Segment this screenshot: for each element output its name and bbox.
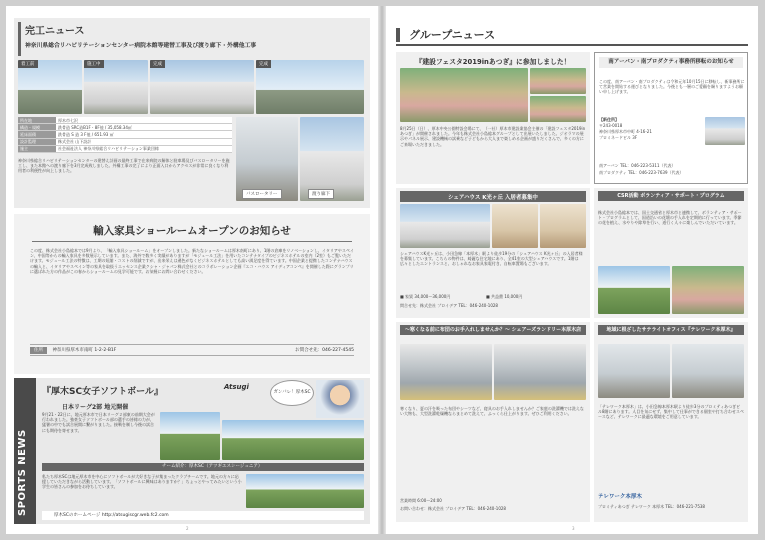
photo-during: 施工中 xyxy=(84,60,148,114)
completion-news-title: 完工ニュース xyxy=(25,26,85,37)
sports-side-bar xyxy=(14,378,36,524)
showroom-address-bar xyxy=(30,344,354,356)
sharehouse-title: シェアハウス K光ヶ丘 入居者募集中 xyxy=(400,191,586,202)
photo-fair-3 xyxy=(530,96,586,122)
telework-logo: テレワーク本厚木 xyxy=(598,494,642,500)
laundry-title: 〜寒くなる前に布団のお手入れしませんか？〜 シェアーズランドリー本厚木店 xyxy=(400,325,586,335)
table-row: 設計監理 株式会社 山下設計 xyxy=(18,138,232,145)
csr-body: 株式会社小島総本では、国土交通省と厚木市と連携して、ボランティア・サポート・プログラムとして、国道沿いの花壇の手入れを定期的に行っています。季節の花を植え、水やりや除草を行い、道行く人々に楽しんでいただいています。 xyxy=(598,210,742,226)
sports-side-label: SPORTS NEWS xyxy=(17,429,28,516)
table-row: 所在地 厚木市七沢 xyxy=(18,117,232,124)
telework-section xyxy=(594,322,748,522)
fair-title: 『建設フェスタ2019inあつぎ』に参加しました！ xyxy=(415,58,571,66)
center-fold xyxy=(378,6,386,534)
photo-fair-1 xyxy=(400,68,528,122)
office-move-notice xyxy=(594,52,748,184)
group-news-title: グループニュース xyxy=(409,28,496,42)
photo-csr-1 xyxy=(598,266,670,314)
table-row: 施主 社会福祉法人 神奈川県総合リハビリテーション事業団様 xyxy=(18,145,232,152)
header-accent xyxy=(396,28,400,42)
fair-body: 8月25日（日）、厚木中央公園特設会場にて、（一社）厚木市建設業協会主催の「建設フェスタ2019inあつぎ」が開催されました。今年も株式会社小島総本グループとして出展いたしました。ジオラマの展示やパネル展示、建設機械の試乗など子どもから大人まで楽しめる企画が盛りだくさんで、多くの方にご来場いただきました。 xyxy=(400,126,586,147)
mascot-speech-bubble: ガンバレ！厚木SC xyxy=(270,380,314,406)
office-move-heading: 南アーバン・南プロダクティ事務所移転のお知らせ xyxy=(599,57,743,68)
atsugi-logo: Atsugi xyxy=(224,383,249,391)
csr-title: CSR活動 ボランティア・サポート・プログラム xyxy=(598,191,744,201)
address-label: 住所 xyxy=(30,347,47,354)
tel-productive: 南プロダクティ TEL：046-223-7639（代表） xyxy=(599,170,684,175)
photo-before: 着工前 xyxy=(18,60,82,114)
sharehouse-rent: ■ 家賃 34,000〜36,000円 xyxy=(400,294,451,299)
sharehouse-body: シェアハウスK光ヶ丘は、小田急線「本厚木」駅より徒歩19分の「シェアハウス K光ヶ丘」の入居者様を募集しています。こちらの物件は、綺麗な住宅地にあり、全41室の大型シェアハウスです。1階は広々としたエントランスと、おしゃれなお家具家電付き、自転車置場もございます。 xyxy=(400,251,583,267)
photo-after-1: 完成 xyxy=(150,60,254,114)
photo-sharehouse-room1 xyxy=(492,204,538,248)
photo-fair-2 xyxy=(530,68,586,94)
csr-section xyxy=(594,188,748,318)
sports-title: 『厚木SC女子ソフトボール』 xyxy=(42,387,163,397)
result-text: 9月21・22日に、地元厚木市で日本リーグ２部東の前期大会が行われました。強豪女子ソフトボール部の選手の皆様の力が、猛暑の中でも試合展開に繋がりました。接戦を制し今後の試合にも期待を寄せます。 xyxy=(42,412,155,433)
tel-urban: 南アーバン TEL：046-223-5311（代表） xyxy=(599,163,676,168)
telework-title: 地域に根ざしたサテライトオフィス『テレワーク本厚木』 xyxy=(598,325,744,335)
photo-telework-1 xyxy=(598,344,670,398)
showroom-title: 輸入家具ショールームオープンのお知らせ xyxy=(93,225,291,237)
result-title: 日本リーグ2部 地元開催 xyxy=(62,404,129,411)
page-number-right: 3 xyxy=(572,526,575,531)
table-row: 構造・規模 鉄骨造 SRC造B1F・8F他 / 35,058.34㎡ xyxy=(18,124,232,131)
showroom-tel: お問合せ先：046-227-4545 xyxy=(295,348,354,353)
photo-corridor: 渡り廊下 xyxy=(300,117,364,201)
new-building: プロミネードビル 3F xyxy=(599,135,638,140)
table-row: 延床面積 鉄骨造 S 造 3 F他 / 651.93 ㎡ xyxy=(18,131,232,138)
photo-csr-2 xyxy=(672,266,744,314)
project-info-table xyxy=(18,117,232,153)
laundry-section xyxy=(396,322,590,522)
showroom-body: この度、株式会社小島総本では9月より、「輸入家具ショールーム」をオープンしました。新たなショールームは厚木南町にあり、1階の倉庫をリノベーションし、イタリアやスペイン、中国等からの輸入家具を多数展示しています。また、海外で数多く実績がありますが「モジュール工法」を用いたコンテナタイプのビジネスホテルの室内（2室）もご覧いただけます。モジュール工法の特徴は、工期の短縮・コストの削減ですが、出来栄えは遜色がなくビジネスホテルとしても高い満足度を得ています。中国企業と提携したコンテナハウスの輸入と、イタリアやスペイン等の家具を取扱うエッセンス企業クシャ・ジャパン株式会社とのコラボレーション企画『エコ・ハウス アイディアコンペ』を開催した際にグランプリに選ばれた方の作品がこの春からショールームの見学可能です。お気軽にお問い合わせください。 xyxy=(30,248,354,274)
team-intro-text: 私たち厚木SCは地元厚木市を中心にソフトボールが大好きな子が集まったクラブチームです。地元の方々に応援していただきながら活動しています。「ソフトボールに興味はありますか？」ちょっとやってみたいという小学生の皆さんの参加をお待ちしています。 xyxy=(42,474,242,490)
photo-laundry-1 xyxy=(400,344,492,400)
new-address-label: 【新住所】 xyxy=(599,117,619,122)
sharehouse-section xyxy=(396,188,590,318)
group-news-header xyxy=(396,24,748,46)
laundry-contact: お問い合わせ：株式会社 プロイデア TEL：046-240-1028 xyxy=(400,506,506,511)
telework-body: 「テレワーク本厚木」は、小田急線本厚木駅より徒歩3分のプロミティあつぎビル8階にあります。人目を気にせず、集中して仕事ができる個室や打ち合わせスペースなど、テレワークに最適な環境をご用意しています。 xyxy=(598,404,744,420)
completion-news-section xyxy=(14,18,370,208)
photo-game xyxy=(160,412,220,460)
right-page xyxy=(386,6,758,534)
showroom-address: 神奈川県厚木市南町 1-2-2-B1F xyxy=(52,348,117,353)
sharehouse-contact: 問合せ先：株式会社 プロイデア TEL：046-240-1028 xyxy=(400,303,498,308)
sports-news-section xyxy=(14,378,370,524)
new-address: 神奈川県厚木市中町 4-16-21 xyxy=(599,129,652,134)
telework-contact: プロミティあつぎ テレワーク 本厚木 TEL：046-221-7538 xyxy=(598,504,705,509)
photo-telework-2 xyxy=(672,344,744,398)
page-number-left: 2 xyxy=(186,526,189,531)
mascot-character xyxy=(316,380,364,418)
photo-sharehouse-ext xyxy=(400,204,490,248)
fair-section xyxy=(396,52,590,184)
laundry-hours: 営業時間 6:00〜24:00 xyxy=(400,498,442,503)
showroom-header xyxy=(32,218,352,242)
photo-new-office xyxy=(705,117,745,145)
laundry-body: 寒くなり、夏の汗を吸った布団やシーツなど、寝具のお手入れしませんか？ご家庭の洗濯機では洗えない大物も、大型洗濯乾燥機ならまとめて洗えて、ふっくら仕上がります。ぜひご利用ください。 xyxy=(400,406,584,417)
completion-news-subtitle: 神奈川県総合リハビリテーションセンター病院本館等建替工事及び渡り廊下・外構他工事 xyxy=(25,43,257,49)
homepage-link[interactable]: 厚木SCのホームページ http://atsugiscgr.web.fc2.com xyxy=(42,511,364,520)
photo-team xyxy=(222,420,364,460)
photo-after-2: 完成 xyxy=(256,60,364,114)
new-zip: 〒243-0018 xyxy=(599,123,623,128)
photo-junior-team xyxy=(246,474,364,508)
office-move-body: この度、南アーバン・南プロダクティは令和元年10月15日に移転し、新事務所にて営業を開始する運びとなりました。今後とも一層のご愛顧を賜りますようお願い申し上げます。 xyxy=(599,79,745,95)
photo-bus-rotary: バスロータリー xyxy=(236,117,298,201)
photo-sharehouse-room2 xyxy=(540,204,586,248)
left-page xyxy=(6,6,378,534)
completion-note: 神奈川県総合リハビリテーションセンターの建替え計画の最終工事で在来病院の解体と駐車場及びバスロータリーを施工し、また本館への渡り廊下を3月完成致しました。外構工事の完了により正面入口からアクセスが非常に良くなり利用者の利便性が向上しました。 xyxy=(18,158,230,174)
completion-news-header xyxy=(18,22,366,56)
photo-laundry-2 xyxy=(494,344,586,400)
showroom-section xyxy=(14,214,370,374)
sharehouse-fee: ■ 共益費 10,000円 xyxy=(486,294,523,299)
team-intro-bar: チーム紹介：厚木SC（アツギエスシージュニア） xyxy=(42,463,364,471)
